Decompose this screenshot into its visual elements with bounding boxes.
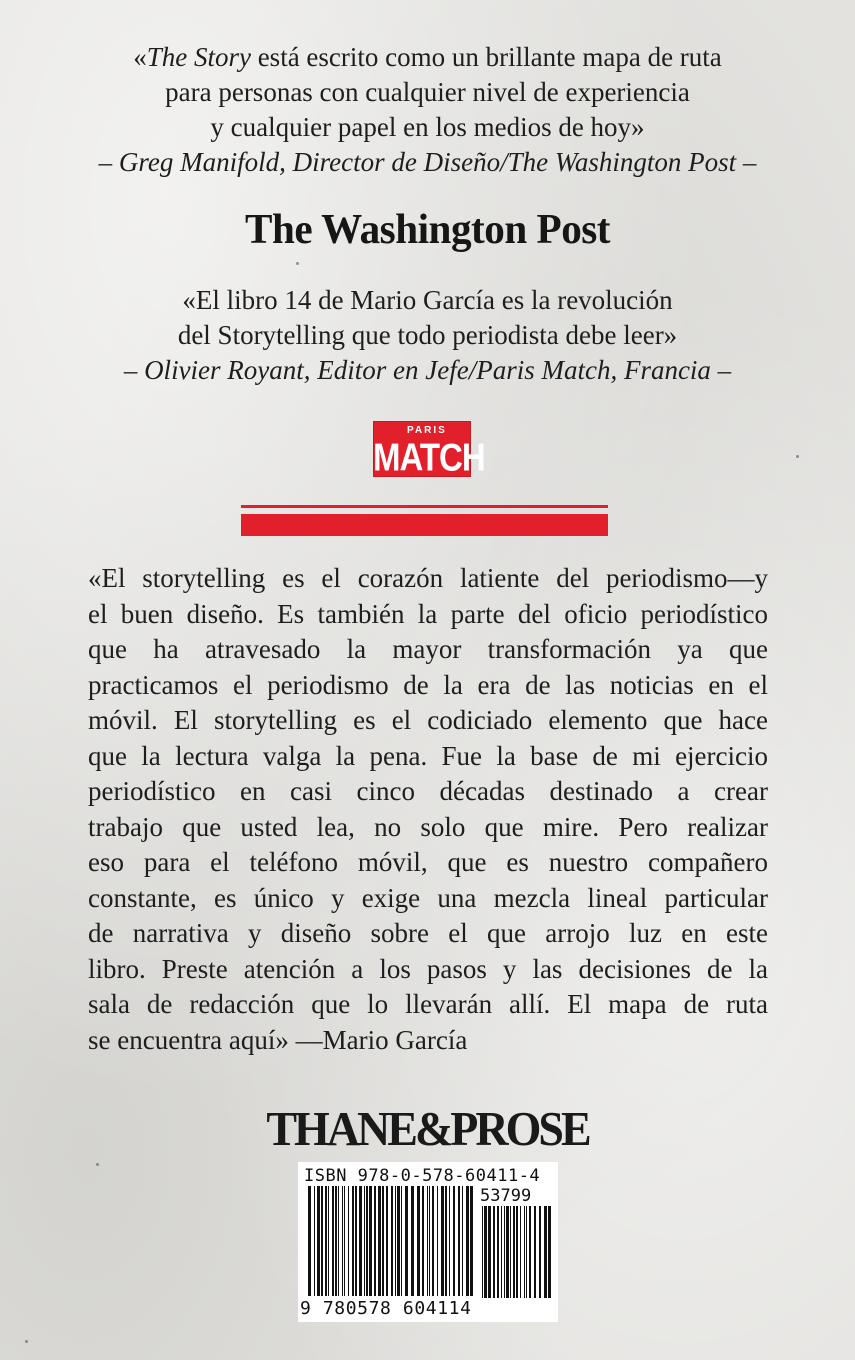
barcode-bar: [364, 1186, 365, 1296]
paris-match-logo: [373, 421, 485, 479]
barcode-bar: [386, 1186, 388, 1296]
paper-speck: [296, 262, 299, 265]
blurb-line: trabajo que usted lea, no solo que mire. Pero realizar: [88, 811, 768, 842]
barcode-bar: [504, 1206, 505, 1298]
barcode-bar: [493, 1206, 495, 1298]
barcode-bar: [401, 1186, 402, 1296]
blurb-line: «El storytelling es el corazón latiente del periodismo—y: [88, 563, 768, 593]
barcode-bar: [510, 1206, 511, 1298]
barcode-bar: [344, 1186, 345, 1296]
barcode-bar: [382, 1186, 384, 1296]
quote1-text-1: está escrito como un brillante mapa de ruta: [250, 42, 722, 72]
barcode-bar: [453, 1186, 455, 1296]
blurb-line: móvil. El storytelling es el codiciado elemento que hace: [88, 705, 768, 735]
barcode-bar: [369, 1186, 372, 1296]
blurb-line: que la lectura valga la pena. Fue la base de mi ejercicio: [88, 740, 768, 771]
blurb-line: constante, es único y exige una mezcla lineal particular: [88, 882, 768, 913]
barcode-bar: [470, 1186, 473, 1296]
barcode-bar: [449, 1186, 450, 1296]
quote1-open-mark: «: [133, 42, 147, 72]
barcode-bar: [332, 1186, 334, 1296]
divider-thick-red: [241, 514, 608, 536]
barcode-bar: [445, 1186, 447, 1296]
barcode-bar: [342, 1186, 343, 1296]
author-blurb: [88, 561, 768, 1058]
blurb-line: eso para el teléfono móvil, que es nuestro compañero: [88, 847, 768, 877]
barcode-bars-addon: [482, 1206, 552, 1302]
barcode-bar: [534, 1206, 536, 1298]
blurb-line: periodístico en casi cinco décadas destinado a crear: [88, 776, 768, 806]
paper-speck: [796, 455, 799, 458]
barcode-bar: [335, 1186, 337, 1296]
barcode-bar: [411, 1186, 414, 1296]
barcode-bar: [417, 1186, 420, 1296]
barcode-bar: [501, 1206, 502, 1298]
barcode-bar: [328, 1186, 329, 1296]
paper-speck: [25, 1340, 28, 1343]
barcode-bar: [466, 1186, 469, 1296]
barcode-bar: [482, 1206, 483, 1298]
barcode-bar: [441, 1186, 444, 1296]
quote2-attribution: – Olivier Royant, Editor en Jefe/Paris Match, Francia –: [123, 355, 732, 385]
washington-post-logo: The Washington Post: [244, 207, 611, 253]
barcode-bar: [352, 1186, 354, 1296]
barcode-bar: [488, 1206, 491, 1298]
barcode-bar: [458, 1186, 460, 1296]
barcode-bar: [506, 1206, 509, 1298]
barcode-bar: [544, 1206, 547, 1298]
paris-match-logo-match: MATCH: [373, 435, 485, 479]
barcode-bar: [374, 1186, 376, 1296]
barcode-bar: [513, 1206, 515, 1298]
barcode-bar: [391, 1186, 393, 1296]
barcode-bar: [432, 1186, 434, 1296]
barcode-bar: [308, 1186, 311, 1296]
blurb-line-last: se encuentra aquí» —Mario García: [88, 1024, 468, 1055]
blurb-line: de narrativa y diseño sobre el que arrojo luz en este: [88, 918, 768, 948]
barcode-bars-main: [308, 1186, 474, 1302]
quote-greg-manifold: [0, 40, 855, 180]
barcode-bar: [529, 1206, 531, 1298]
barcode-bar: [429, 1186, 430, 1296]
blurb-line: libro. Preste atención a los pasos y las decisiones de la: [88, 953, 768, 984]
barcode-bar: [524, 1206, 525, 1298]
quote1-attribution: – Greg Manifold, Director de Diseño/The Washington Post –: [98, 147, 757, 177]
paper-speck: [96, 1163, 99, 1166]
barcode-bar: [355, 1186, 357, 1296]
barcode-bar: [539, 1206, 541, 1298]
barcode-bar: [314, 1186, 315, 1296]
blurb-line: practicamos el periodismo de la era de las noticias en el: [88, 669, 768, 700]
barcode-bar: [378, 1186, 381, 1296]
barcode-bar: [317, 1186, 320, 1296]
blurb-line: que ha atravesado la mayor transformación ya que: [88, 634, 768, 664]
isbn-barcode: [298, 1162, 558, 1322]
paris-match-logo-paris: PARIS: [407, 425, 447, 436]
quote2-line-2: del Storytelling que todo periodista debe leer»: [177, 320, 678, 350]
barcode-bar: [427, 1186, 428, 1296]
barcode-bar: [395, 1186, 396, 1296]
barcode-bar: [462, 1186, 463, 1296]
barcode-bar: [405, 1186, 408, 1296]
barcode-bar: [359, 1186, 362, 1296]
blurb-line: el buen diseño. Es también la parte del oficio periodístico: [88, 598, 768, 629]
barcode-bar: [348, 1186, 349, 1296]
quote1-line-1: [0, 40, 855, 75]
barcode-bar: [397, 1186, 400, 1296]
quote1-line-3: y cualquier papel en los medios de hoy»: [210, 112, 645, 142]
barcode-bar: [497, 1206, 499, 1298]
barcode-bar: [321, 1186, 323, 1296]
barcode-bar: [325, 1186, 327, 1296]
book-title: The Story: [146, 42, 251, 72]
barcode-bar: [338, 1186, 339, 1296]
quote1-line-2: para personas con cualquier nivel de experiencia: [165, 77, 690, 107]
barcode-bar: [516, 1206, 518, 1298]
barcode-bar: [548, 1206, 551, 1298]
barcode-bar: [520, 1206, 521, 1298]
barcode-bar: [366, 1186, 368, 1296]
barcode-bar: [422, 1186, 424, 1296]
publisher-logo: THANE&PROSE: [266, 1101, 589, 1156]
barcode-bar: [526, 1206, 527, 1298]
barcode-bar: [437, 1186, 438, 1296]
quote2-line-1: «El libro 14 de Mario García es la revolución: [182, 285, 673, 315]
quote-olivier-royant: [0, 283, 855, 388]
isbn-label: ISBN 978-0-578-60411-4: [304, 1166, 541, 1186]
ean-digits: 9 780578 604114: [300, 1298, 472, 1319]
price-code: 53799: [480, 1186, 532, 1206]
blurb-line: sala de redacción que lo llevarán allí. El mapa de ruta: [88, 989, 768, 1019]
divider-thin-red: [241, 505, 608, 508]
barcode-bar: [484, 1206, 487, 1298]
